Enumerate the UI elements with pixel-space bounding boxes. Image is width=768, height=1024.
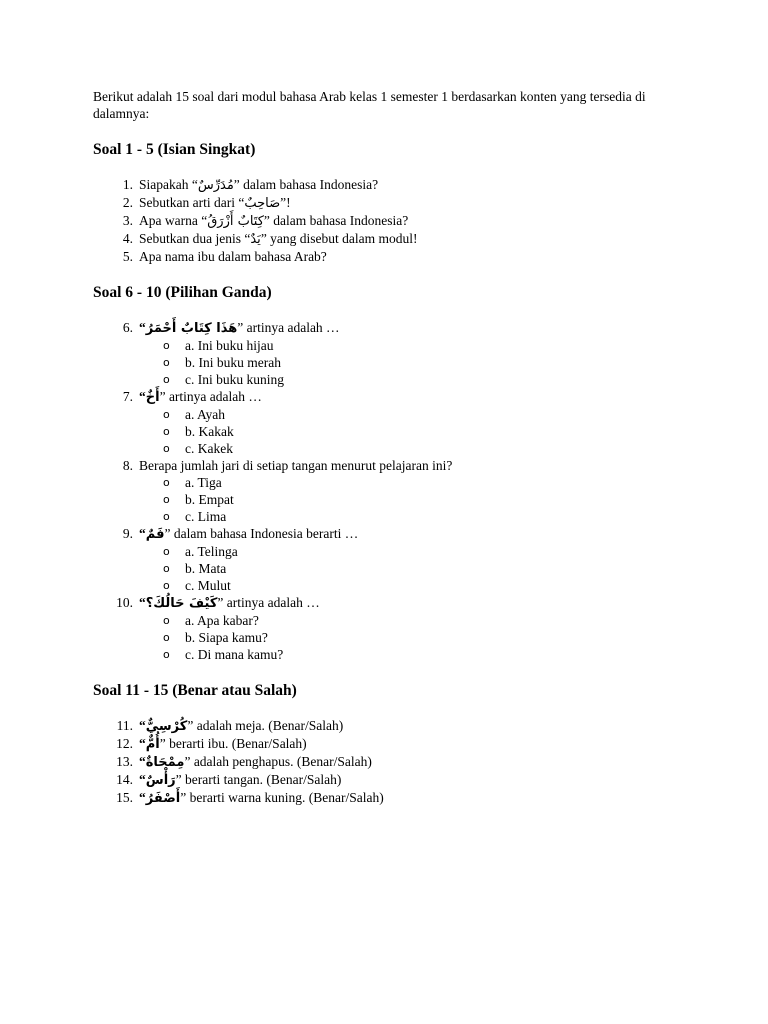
question-suffix: ” berarti ibu. (Benar/Salah) — [159, 736, 307, 751]
question-number: 11. — [116, 718, 133, 733]
answer-option — [139, 423, 683, 440]
question-text — [139, 249, 327, 264]
bullet-marker: o — [163, 648, 170, 661]
bullet-marker: o — [163, 356, 170, 369]
question-number: 13. — [116, 754, 133, 769]
question-number: 12. — [116, 736, 133, 751]
question-text — [139, 458, 452, 473]
arabic-term: صَاحِبٌ — [244, 196, 281, 211]
intro-paragraph: Berikut adalah 15 soal dari modul bahasa Arab kelas 1 semester 1 berdasarkan konten yang tersedia di dalamnya: — [93, 89, 646, 121]
question-prefix: “ — [139, 526, 146, 541]
question-item — [93, 319, 683, 388]
answer-option — [139, 491, 683, 508]
answer-option — [139, 543, 683, 560]
option-text: a. Ayah — [185, 407, 225, 422]
option-text: b. Mata — [185, 561, 227, 576]
question-prefix: Apa warna “ — [139, 213, 208, 228]
option-text: b. Ini buku merah — [185, 355, 281, 370]
question-text — [139, 526, 358, 541]
arabic-term: فَمٌ — [145, 527, 165, 542]
bullet-marker: o — [163, 545, 170, 558]
bullet-marker: o — [163, 562, 170, 575]
option-text: b. Empat — [185, 492, 234, 507]
question-prefix: “ — [139, 718, 146, 733]
question-prefix: “ — [139, 772, 146, 787]
answer-option — [139, 560, 683, 577]
answer-option — [139, 440, 683, 457]
question-suffix: ” artinya adalah … — [237, 320, 340, 335]
question-suffix: ” dalam bahasa Indonesia? — [233, 177, 379, 192]
answer-options — [139, 543, 683, 594]
option-text: c. Lima — [185, 509, 227, 524]
question-suffix: ” adalah meja. (Benar/Salah) — [187, 718, 344, 733]
bullet-marker: o — [163, 476, 170, 489]
arabic-term: هَذَا كِتَابٌ أَحْمَرُ — [145, 321, 238, 336]
question-number: 1. — [122, 177, 133, 192]
arabic-term: رَأْسٌ — [145, 773, 176, 788]
bullet-marker: o — [163, 493, 170, 506]
section-heading-pilihan-ganda: Soal 6 - 10 (Pilihan Ganda) — [93, 284, 272, 301]
option-text: a. Telinga — [185, 544, 238, 559]
question-item — [93, 525, 683, 594]
option-text: c. Kakek — [185, 441, 233, 456]
question-number: 4. — [122, 231, 133, 246]
question-text — [139, 320, 340, 335]
arabic-term: كُرْسِيٌّ — [145, 719, 188, 734]
bullet-marker: o — [163, 425, 170, 438]
question-suffix: ” dalam bahasa Indonesia berarti … — [164, 526, 359, 541]
question-number: 6. — [122, 320, 133, 335]
option-text: a. Ini buku hijau — [185, 338, 274, 353]
option-text: a. Tiga — [185, 475, 222, 490]
option-text: c. Di mana kamu? — [185, 647, 284, 662]
question-list-isian-singkat — [93, 176, 683, 265]
question-prefix: Sebutkan arti dari “ — [139, 195, 245, 210]
question-text — [139, 213, 408, 228]
question-item — [93, 717, 683, 735]
question-text — [139, 195, 291, 210]
question-text — [139, 718, 343, 733]
question-number: 8. — [122, 458, 133, 473]
question-item — [93, 176, 683, 194]
question-suffix: ” yang disebut dalam modul! — [260, 231, 418, 246]
answer-options — [139, 406, 683, 457]
answer-option — [139, 474, 683, 491]
section-heading-isian-singkat: Soal 1 - 5 (Isian Singkat) — [93, 141, 256, 158]
arabic-term: أَخٌ — [145, 390, 160, 405]
question-prefix: “ — [139, 736, 146, 751]
question-number: 7. — [122, 389, 133, 404]
arabic-term: مِمْحَاةٌ — [145, 755, 185, 770]
answer-option — [139, 337, 683, 354]
question-item — [93, 212, 683, 230]
answer-option — [139, 629, 683, 646]
question-item — [93, 753, 683, 771]
arabic-term: أُمٌّ — [145, 737, 160, 752]
question-suffix: ” berarti tangan. (Benar/Salah) — [175, 772, 342, 787]
question-item — [93, 388, 683, 457]
option-text: c. Ini buku kuning — [185, 372, 284, 387]
answer-option — [139, 354, 683, 371]
question-text — [139, 790, 384, 805]
section-heading-benar-salah: Soal 11 - 15 (Benar atau Salah) — [93, 682, 297, 699]
answer-option — [139, 371, 683, 388]
question-number: 2. — [122, 195, 133, 210]
question-prefix: “ — [139, 790, 146, 805]
question-item — [93, 457, 683, 525]
question-text — [139, 389, 262, 404]
question-item — [93, 594, 683, 663]
option-text: c. Mulut — [185, 578, 231, 593]
bullet-marker: o — [163, 510, 170, 523]
question-item — [93, 771, 683, 789]
answer-option — [139, 612, 683, 629]
question-suffix: ” artinya adalah … — [217, 595, 320, 610]
question-text — [139, 736, 307, 751]
question-prefix: Apa nama ibu dalam bahasa Arab? — [139, 249, 327, 264]
question-prefix: Berapa jumlah jari di setiap tangan menurut pelajaran ini? — [139, 458, 453, 473]
arabic-term: أَصْفَرُ — [145, 791, 181, 806]
bullet-marker: o — [163, 631, 170, 644]
option-text: a. Apa kabar? — [185, 613, 259, 628]
question-item — [93, 789, 683, 807]
answer-option — [139, 406, 683, 423]
answer-options — [139, 337, 683, 388]
answer-option — [139, 508, 683, 525]
bullet-marker: o — [163, 408, 170, 421]
question-prefix: “ — [139, 389, 146, 404]
question-item — [93, 735, 683, 753]
question-item — [93, 230, 683, 248]
question-prefix: “ — [139, 754, 146, 769]
option-text: b. Kakak — [185, 424, 234, 439]
question-text — [139, 231, 418, 246]
question-text — [139, 754, 372, 769]
question-number: 10. — [116, 595, 133, 610]
question-number: 15. — [116, 790, 133, 805]
bullet-marker: o — [163, 614, 170, 627]
question-suffix: ”! — [280, 195, 291, 210]
question-prefix: Siapakah “ — [139, 177, 198, 192]
question-suffix: ” dalam bahasa Indonesia? — [263, 213, 409, 228]
question-number: 3. — [122, 213, 133, 228]
question-text — [139, 595, 320, 610]
arabic-term: يَدٌ — [250, 232, 261, 247]
answer-option — [139, 577, 683, 594]
question-list-pilihan-ganda — [93, 319, 683, 663]
question-item — [93, 248, 683, 265]
question-prefix: “ — [139, 320, 146, 335]
answer-options — [139, 474, 683, 525]
arabic-term: كَيْفَ حَالُكَ؟ — [145, 596, 218, 611]
question-number: 9. — [122, 526, 133, 541]
answer-options — [139, 612, 683, 663]
question-prefix: “ — [139, 595, 146, 610]
document-body — [93, 88, 683, 807]
question-suffix: ” artinya adalah … — [159, 389, 262, 404]
question-number: 5. — [122, 249, 133, 264]
question-suffix: ” berarti warna kuning. (Benar/Salah) — [180, 790, 384, 805]
question-item — [93, 194, 683, 212]
question-prefix: Sebutkan dua jenis “ — [139, 231, 251, 246]
arabic-term: كِتَابٌ أَزْرَقُ — [207, 214, 264, 229]
arabic-term: مُدَرِّسٌ — [197, 178, 234, 193]
bullet-marker: o — [163, 373, 170, 386]
question-text — [139, 177, 378, 192]
question-number: 14. — [116, 772, 133, 787]
question-suffix: ” adalah penghapus. (Benar/Salah) — [184, 754, 372, 769]
question-text — [139, 772, 341, 787]
answer-option — [139, 646, 683, 663]
question-list-benar-salah — [93, 717, 683, 807]
bullet-marker: o — [163, 339, 170, 352]
bullet-marker: o — [163, 579, 170, 592]
bullet-marker: o — [163, 442, 170, 455]
option-text: b. Siapa kamu? — [185, 630, 268, 645]
